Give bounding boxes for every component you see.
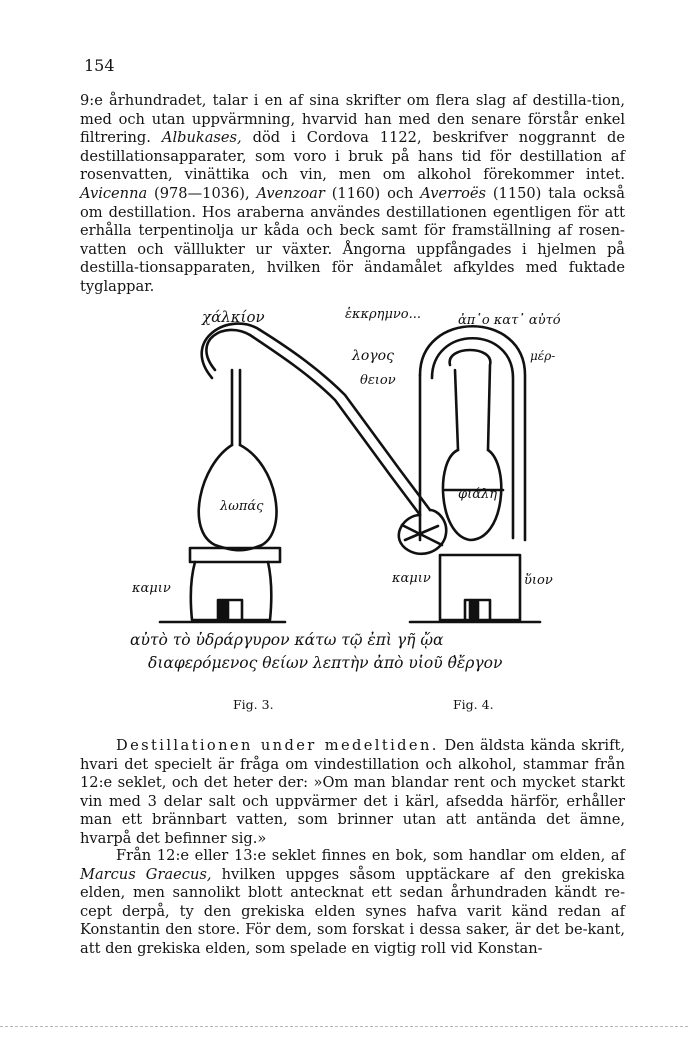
p1-text-c: (978—1036), [147,184,257,202]
caption-fig3: Fig. 3. [233,697,274,712]
section-heading-spaced: Destillationen under medeltiden. [116,737,439,754]
greek-labels [130,307,561,672]
name-marcus-graecus: Marcus Graecus, [80,865,212,883]
label-kaminos-right: καμιν [392,571,431,586]
label-kaminos-left: καμιν [132,581,171,596]
distillation-apparatus-figure [120,300,590,690]
label-hyion: ὕιον [524,573,553,588]
p1-text-a: 9:e århundradet, talar i en af sina skrifter om flera slag af destilla-tion, med och utan uppvärmning, hvarvid han med den senare förstår enkel filtrering. [80,92,625,147]
name-avicenna: Avicenna [80,184,148,202]
label-thei: θειον [360,373,396,388]
label-logos: λογος [352,348,394,364]
page-number: 154 [84,56,115,75]
label-lopas: λωπάς [220,499,264,514]
label-top-right: ἀπ῾ο κατ᾽ αὐτό [458,313,561,328]
paragraph-medeltiden [80,737,625,849]
bottom-scan-edge [0,1026,688,1029]
p1-text-e: (1150) tala också om destillation. Hos araberna användes destillationen egentligen för att erhålla terpentinolja ur kåda och beck samt för framställning af rosen-vatten och välllukter ur växter. Ångorna uppfångades i hjelmen på destilla-tionsapparaten, hvilken för ändamålet afkyldes med fuktade tyglappar. [80,184,625,295]
paragraph-marcus-graecus [80,847,625,959]
caption-fig4: Fig. 4. [453,697,494,712]
p2-text: Den äldsta kända skrift, hvari det specielt är fråga om vindestillation och alkohol, stammar från 12:e seklet, och det heter der: »Om man blandar rent och mycket starkt vin med 3 delar salt och uppvärmer det i kärl, afsedda härför, erhåller man ett brännbart vatten, som brinner utan att antända det ämne, hvarpå det befinner sig.» [80,737,625,847]
name-avenzoar: Avenzoar [256,184,325,202]
greek-inscription-line2: διαφερόμενος θείων λεπτὴν ἀπὸ υἱοῦ θ̓ἔργον [148,654,503,672]
label-chalkion: χάλκίον [202,308,265,326]
name-albukases: Albukases, [161,129,242,147]
p3-text-b: hvilken uppges såsom upptäckare af den grekiska elden, men sannolikt blott antecknat ett sedan århundraden kändt re-cept derpå, ty den grekiska elden synes hafva varit känd redan af Konstantin den store. För dem, som forskat i dessa saker, är det be-kant, att den grekiska elden, som spelade en vigtig roll vid Konstan- [80,865,626,957]
p3-text-a: Från 12:e eller 13:e seklet finnes en bok, som handlar om elden, af [116,847,625,864]
label-top-mid: ἑκκρημνο... [345,307,422,322]
label-phiale: φιάλη [458,487,498,502]
greek-inscription-line1: αὐτὸ τὸ ὑδράργυρον κάτω τῷ ἐπὶ γῆ ᾤα [130,631,444,649]
fig3-alembic-drawing [160,324,285,622]
p1-text-d: (1160) och [324,184,421,202]
label-mer: μέρ- [530,349,556,363]
paragraph-arab-destillation [80,92,625,297]
connecting-tube-drawing [250,330,446,554]
p1-text-b: död i Cordova 1122, beskrifver noggrannt de destillationsapparater, som voro i bruk på hans tid för destillation af rosenvatten, vinättika och vin, men om alkohol förekommer intet. [80,129,625,184]
name-averroes: Averroës [420,184,486,202]
